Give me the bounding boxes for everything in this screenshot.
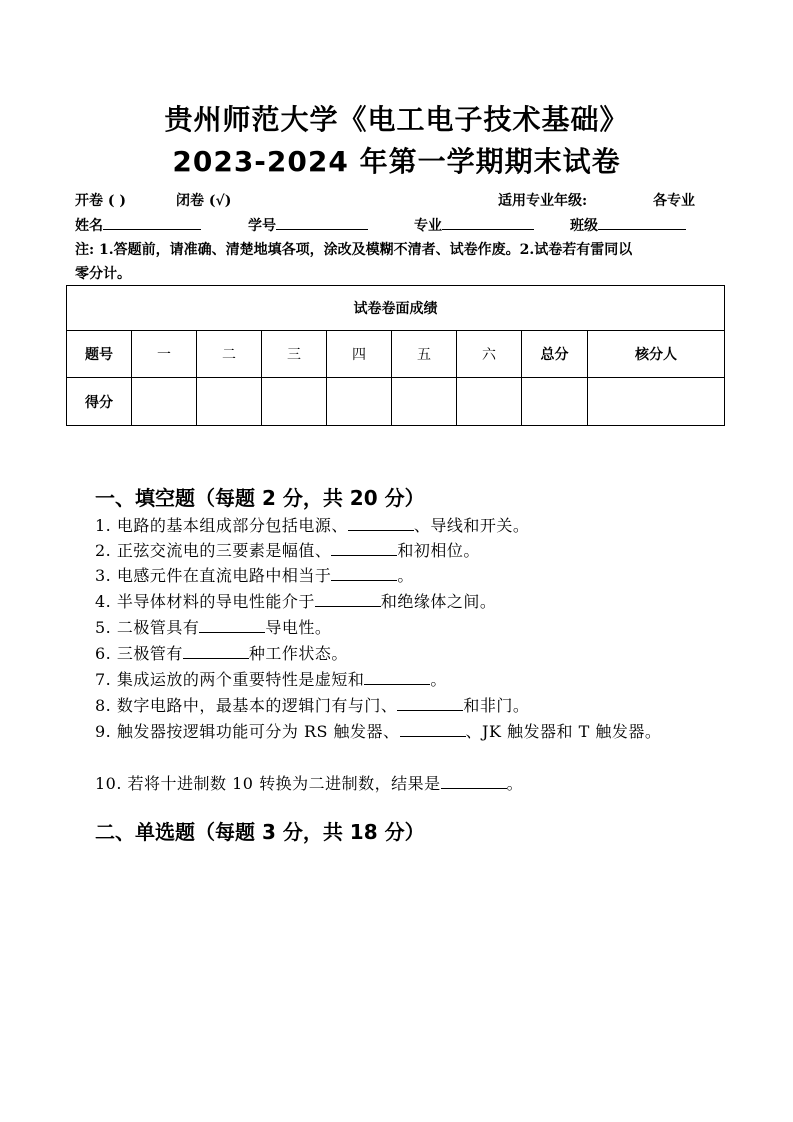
column-header: 五 (392, 331, 457, 378)
column-header: 三 (262, 331, 327, 378)
score-cell[interactable] (197, 378, 262, 426)
column-header-total: 总分 (522, 331, 588, 378)
question-item (95, 771, 705, 796)
student-id-blank[interactable] (276, 215, 368, 230)
class-field (570, 215, 686, 235)
question-item (95, 641, 705, 666)
answer-blank[interactable] (441, 774, 507, 789)
exam-note: 注: 1.答题前，请准确、清楚地填各项，涂改及模糊不清者、试卷作废。2.试卷若有雷同以零分计。 (75, 242, 633, 282)
exam-title-line1: 贵州师范大学《电工电子技术基础》 (164, 103, 629, 136)
question-item (95, 589, 705, 614)
score-cell-total[interactable] (522, 378, 588, 426)
question-item (95, 513, 705, 538)
exam-title-line2: 2023-2024 年第一学期期末试卷 (172, 145, 621, 178)
question-text: 5. 二极管具有 (95, 618, 200, 637)
question-text: 2. 正弦交流电的三要素是幅值、 (95, 541, 332, 560)
section-heading-single-choice: 二、单选题（每题 3 分，共 18 分） (95, 820, 425, 844)
answer-blank[interactable] (364, 670, 430, 685)
answer-blank[interactable] (400, 722, 466, 737)
name-field (75, 215, 201, 235)
specialty-field (414, 215, 534, 235)
question-text: 9. 触发器按逻辑功能可分为 RS 触发器、 (95, 722, 400, 741)
answer-blank[interactable] (397, 696, 463, 711)
question-text: 和绝缘体之间。 (380, 592, 497, 611)
closed-book-label: 闭卷 (√) (176, 193, 232, 209)
question-item (95, 719, 695, 744)
question-text: 。 (430, 670, 447, 689)
question-text: 3. 电感元件在直流电路中相当于 (95, 566, 332, 585)
question-text: 、导线和开关。 (413, 516, 530, 535)
question-text: 。 (506, 774, 524, 793)
name-blank[interactable] (103, 215, 201, 230)
question-text: 8. 数字电路中，最基本的逻辑门有与门、 (95, 696, 398, 715)
score-cell[interactable] (132, 378, 197, 426)
question-item (95, 693, 705, 718)
specialty-blank[interactable] (442, 215, 534, 230)
question-text: 和非门。 (463, 696, 530, 715)
score-table-caption: 试卷卷面成绩 (67, 286, 725, 331)
question-text: 4. 半导体材料的导电性能介于 (95, 592, 315, 611)
question-item (95, 615, 705, 640)
answer-blank[interactable] (199, 618, 265, 633)
question-item (95, 563, 705, 588)
class-blank[interactable] (598, 215, 686, 230)
answer-blank[interactable] (331, 541, 397, 556)
column-header: 一 (132, 331, 197, 378)
class-label: 班级 (570, 218, 598, 234)
score-cell-checker[interactable] (588, 378, 725, 426)
question-item (95, 667, 705, 692)
question-text: 6. 三极管有 (95, 644, 183, 663)
row-header-score: 得分 (67, 378, 132, 426)
major-label: 适用专业年级: (498, 193, 588, 209)
row-header-question-number: 题号 (67, 331, 132, 378)
student-id-field (248, 215, 368, 235)
score-table (66, 285, 725, 426)
column-header: 四 (327, 331, 392, 378)
answer-blank[interactable] (348, 516, 414, 531)
specialty-label: 专业 (414, 218, 442, 234)
question-item (95, 538, 705, 563)
name-label: 姓名 (75, 218, 103, 234)
question-text: 和初相位。 (397, 541, 480, 560)
question-text: 10. 若将十进制数 10 转换为二进制数，结果是 (95, 774, 441, 793)
major-value: 各专业 (653, 193, 695, 209)
question-text: 导电性。 (265, 618, 332, 637)
question-text: 。 (397, 566, 414, 585)
question-text: 7. 集成运放的两个重要特性是虚短和 (95, 670, 365, 689)
score-cell[interactable] (392, 378, 457, 426)
score-cell[interactable] (327, 378, 392, 426)
column-header: 六 (457, 331, 522, 378)
answer-blank[interactable] (331, 566, 397, 581)
score-cell[interactable] (457, 378, 522, 426)
question-text: 1. 电路的基本组成部分包括电源、 (95, 516, 348, 535)
section-heading-fill-in: 一、填空题（每题 2 分，共 20 分） (95, 486, 425, 510)
answer-blank[interactable] (315, 592, 381, 607)
score-cell[interactable] (262, 378, 327, 426)
student-id-label: 学号 (248, 218, 276, 234)
question-text: 、JK 触发器和 T 触发器。 (465, 722, 662, 741)
column-header: 二 (197, 331, 262, 378)
answer-blank[interactable] (183, 644, 249, 659)
open-book-label: 开卷 ( ) (75, 193, 126, 209)
column-header-checker: 核分人 (588, 331, 725, 378)
question-text: 种工作状态。 (248, 644, 348, 663)
